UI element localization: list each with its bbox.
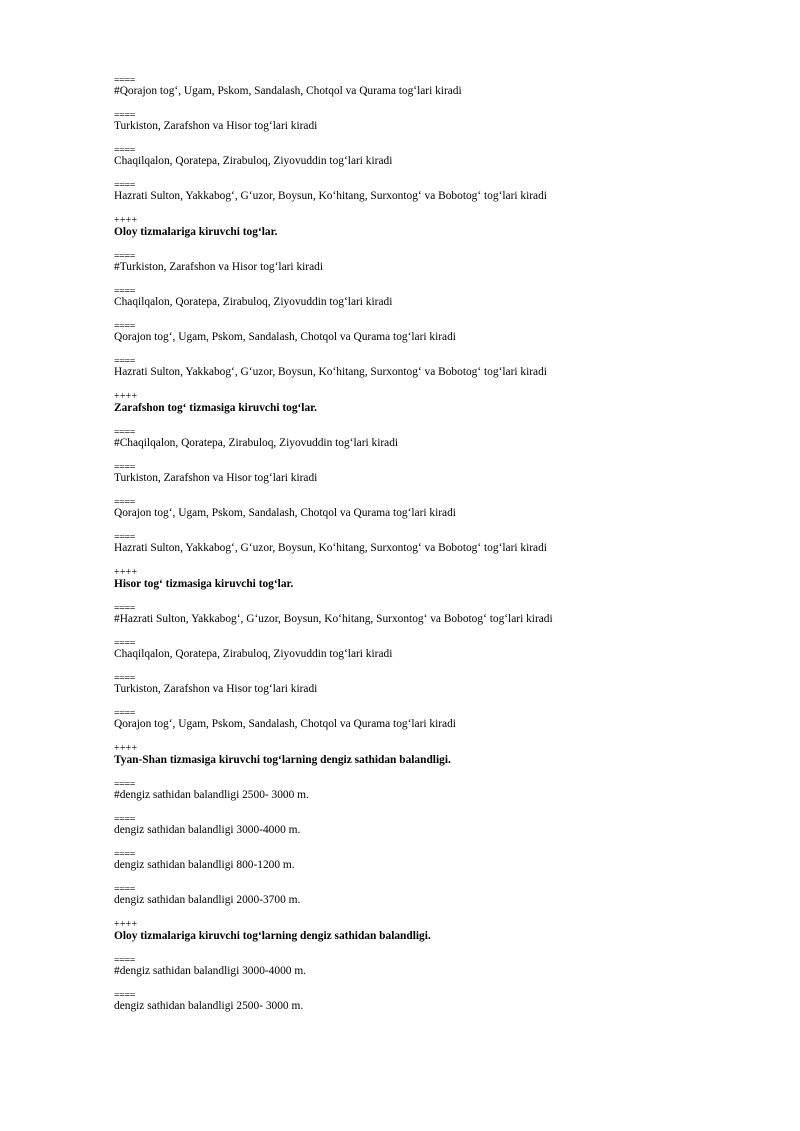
separator-line: ==== (114, 145, 135, 156)
question-marker: ++++ (114, 215, 138, 226)
separator-line: ==== (114, 849, 135, 860)
answer-option: Chaqilqalon, Qoratepa, Zirabuloq, Ziyovuddin tog‘lari kiradi (114, 648, 393, 660)
separator-line: ==== (114, 708, 135, 719)
answer-option: Turkiston, Zarafshon va Hisor tog‘lari kiradi (114, 683, 318, 695)
question-text: Hisor tog‘ tizmasiga kiruvchi tog‘lar. (114, 578, 294, 590)
answer-option: #Hazrati Sulton, Yakkabog‘, G‘uzor, Boysun, Ko‘hitang, Surxontog‘ va Bobotog‘ tog‘lari kiradi (114, 613, 553, 625)
separator-line: ==== (114, 955, 135, 966)
answer-option: #Qorajon tog‘, Ugam, Pskom, Sandalash, Chotqol va Qurama tog‘lari kiradi (114, 85, 462, 97)
answer-option: Hazrati Sulton, Yakkabog‘, G‘uzor, Boysun, Ko‘hitang, Surxontog‘ va Bobotog‘ tog‘lari kiradi (114, 190, 547, 202)
answer-option: dengiz sathidan balandligi 2500- 3000 m. (114, 1000, 304, 1012)
separator-line: ==== (114, 638, 135, 649)
separator-line: ==== (114, 462, 135, 473)
separator-line: ==== (114, 497, 135, 508)
answer-option: dengiz sathidan balandligi 800-1200 m. (114, 859, 295, 871)
question-text: Oloy tizmalariga kiruvchi tog‘lar. (114, 226, 278, 238)
question-marker: ++++ (114, 919, 138, 930)
separator-line: ==== (114, 990, 135, 1001)
separator-line: ==== (114, 814, 135, 825)
separator-line: ==== (114, 673, 135, 684)
separator-line: ==== (114, 356, 135, 367)
answer-option: #dengiz sathidan balandligi 2500- 3000 m. (114, 789, 309, 801)
answer-option: #Chaqilqalon, Qoratepa, Zirabuloq, Ziyovuddin tog‘lari kiradi (114, 437, 399, 449)
separator-line: ==== (114, 427, 135, 438)
separator-line: ==== (114, 251, 135, 262)
question-marker: ++++ (114, 743, 138, 754)
answer-option: Turkiston, Zarafshon va Hisor tog‘lari kiradi (114, 472, 318, 484)
question-text: Zarafshon tog‘ tizmasiga kiruvchi tog‘lar. (114, 402, 318, 414)
separator-line: ==== (114, 180, 135, 191)
question-marker: ++++ (114, 391, 138, 402)
separator-line: ==== (114, 779, 135, 790)
document-page (114, 76, 754, 1026)
answer-option: Hazrati Sulton, Yakkabog‘, G‘uzor, Boysun, Ko‘hitang, Surxontog‘ va Bobotog‘ tog‘lari kiradi (114, 366, 547, 378)
separator-line: ==== (114, 110, 135, 121)
answer-option: Chaqilqalon, Qoratepa, Zirabuloq, Ziyovuddin tog‘lari kiradi (114, 296, 393, 308)
separator-line: ==== (114, 884, 135, 895)
answer-option: Chaqilqalon, Qoratepa, Zirabuloq, Ziyovuddin tog‘lari kiradi (114, 155, 393, 167)
answer-option: Qorajon tog‘, Ugam, Pskom, Sandalash, Chotqol va Qurama tog‘lari kiradi (114, 718, 456, 730)
question-text: Oloy tizmalariga kiruvchi tog‘larning dengiz sathidan balandligi. (114, 930, 431, 942)
answer-option: #dengiz sathidan balandligi 3000-4000 m. (114, 965, 307, 977)
separator-line: ==== (114, 532, 135, 543)
answer-option: dengiz sathidan balandligi 3000-4000 m. (114, 824, 301, 836)
separator-line: ==== (114, 603, 135, 614)
separator-line: ==== (114, 75, 135, 86)
answer-option: #Turkiston, Zarafshon va Hisor tog‘lari kiradi (114, 261, 324, 273)
question-text: Tyan-Shan tizmasiga kiruvchi tog‘larning dengiz sathidan balandligi. (114, 754, 451, 766)
answer-option: Qorajon tog‘, Ugam, Pskom, Sandalash, Chotqol va Qurama tog‘lari kiradi (114, 331, 456, 343)
answer-option: Turkiston, Zarafshon va Hisor tog‘lari kiradi (114, 120, 318, 132)
separator-line: ==== (114, 321, 135, 332)
answer-option: Qorajon tog‘, Ugam, Pskom, Sandalash, Chotqol va Qurama tog‘lari kiradi (114, 507, 456, 519)
question-marker: ++++ (114, 567, 138, 578)
answer-option: Hazrati Sulton, Yakkabog‘, G‘uzor, Boysun, Ko‘hitang, Surxontog‘ va Bobotog‘ tog‘lari kiradi (114, 542, 547, 554)
separator-line: ==== (114, 286, 135, 297)
answer-option: dengiz sathidan balandligi 2000-3700 m. (114, 894, 301, 906)
